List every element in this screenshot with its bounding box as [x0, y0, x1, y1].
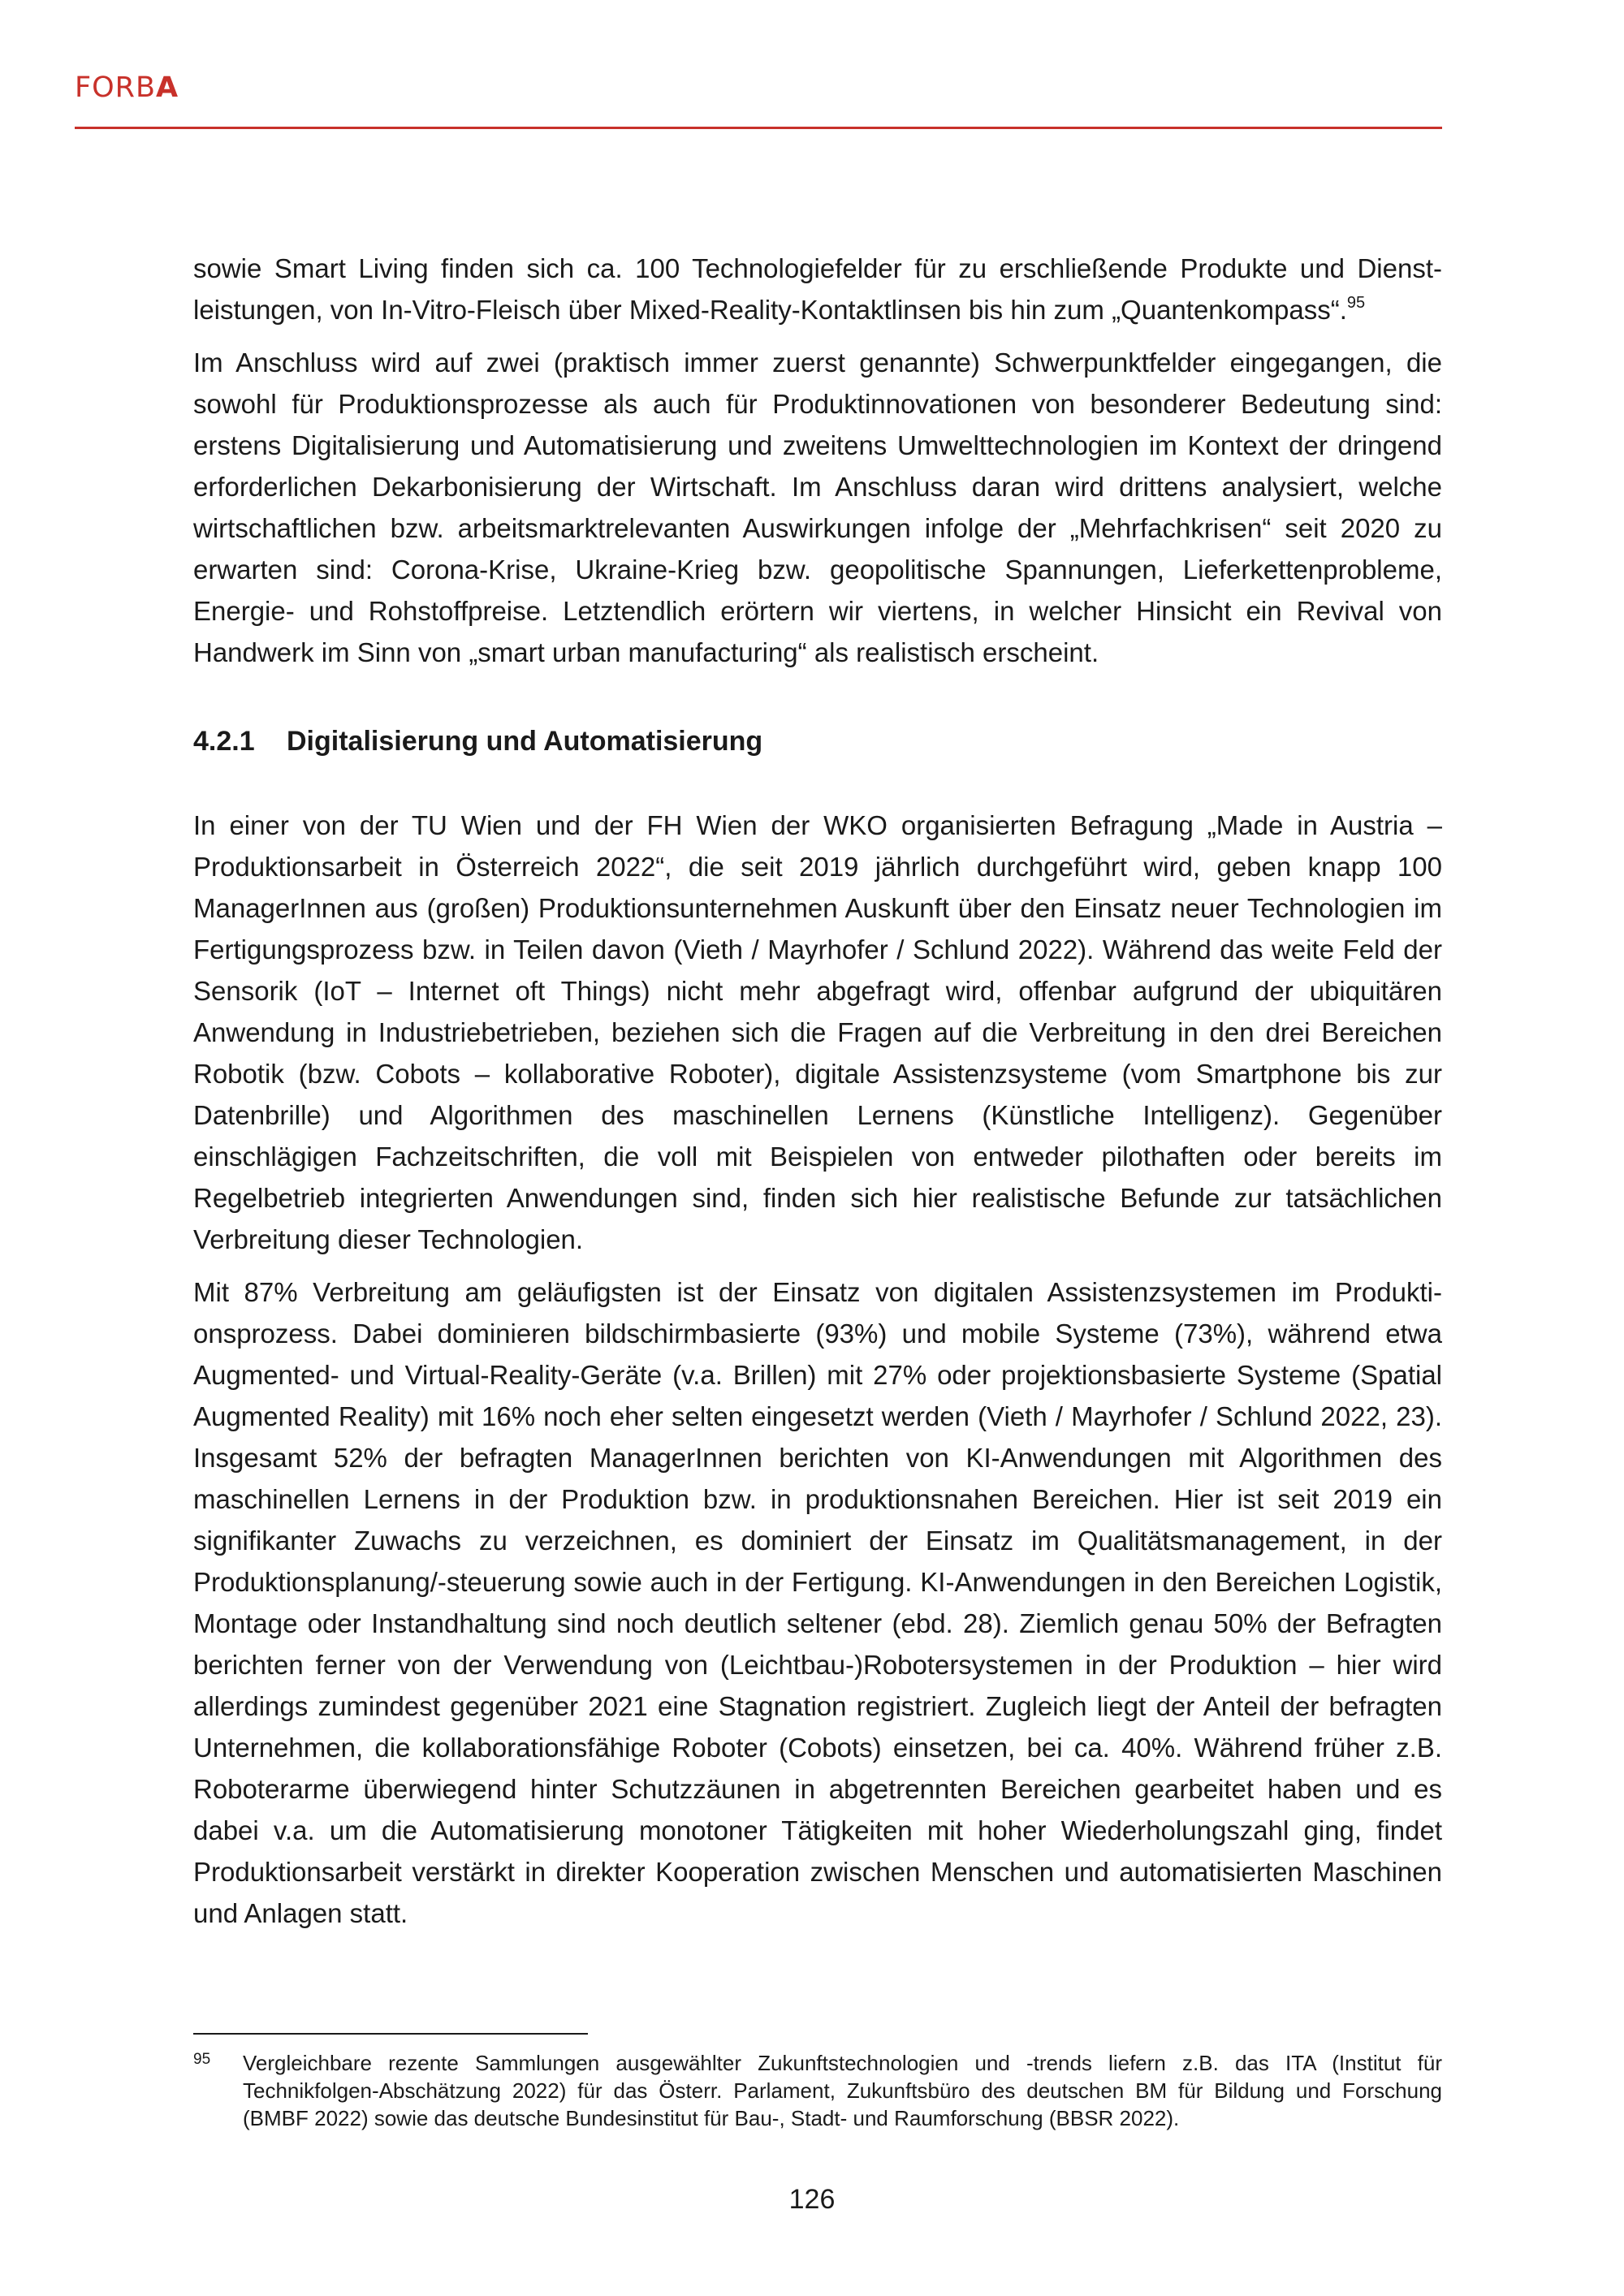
forba-logo: [75, 71, 179, 104]
paragraph-findings: Mit 87% Verbreitung am geläufigsten ist der Einsatz von digitalen Assistenzsystemen im Produktionsprozess. Dabei dominieren bildschirmbasierte (93%) und mobile Systeme (73%), während etwa Augmented- und Virtual-Reality-Geräte (v.a. Brillen) mit 27% oder projektionsbasierte Systeme (Spatial Augmented Reality) mit 16% noch eher selten eingesetzt werden (Vieth / Mayrhofer / Schlund 2022, 23). Insgesamt 52% der befragten ManagerInnen berichten von KI-Anwendungen mit Algorithmen des maschinellen Lernens in der Produktion bzw. in produktionsnahen Bereichen. Hier ist seit 2019 ein signifikanter Zuwachs zu verzeichnen, es dominiert der Einsatz im Qualitätsmanagement, in der Produktionsplanung/-steuerung sowie auch in der Fertigung. KI-Anwendungen in den Bereichen Logistik, Montage oder Instandhaltung sind noch deutlich seltener (ebd. 28). Ziemlich genau 50% der Befragten berichten ferner von der Verwendung von (Leichtbau-)Robotersystemen in der Produktion – hier wird allerdings zumindest gegenüber 2021 eine Stagnation registriert. Zugleich liegt der Anteil der befragten Unternehmen, die kollaborationsfähige Roboter (Cobots) einsetzen, bei ca. 40%. Während früher z.B. Roboterarme überwiegend hinter Schutzzäunen in abgetrennten Bereichen gearbeitet haben und es dabei v.a. um die Automatisierung monotoner Tätigkeiten mit hoher Wiederholungszahl ging, findet Produktionsarbeit verstärkt in direkter Kooperation zwischen Menschen und automatisierten Maschinen und Anlagen statt.: [193, 1277, 1442, 1928]
page-body: [193, 248, 1442, 1945]
paragraph-overview: Im Anschluss wird auf zwei (praktisch immer zuerst genannte) Schwerpunktfelder eingegangen, die sowohl für Produktionsprozesse als auch für Produktinnovationen von besonderer Bedeutung sind: erstens Digitalisierung und Automatisierung und zweitens Umwelttechnologien im Kontext der dringend erforderlichen Dekarbonisierung der Wirtschaft. Im Anschluss daran wird drittens analysiert, welche wirtschaftlichen bzw. arbeitsmarktrelevanten Auswirkungen infolge der „Mehrfachkrisen“ seit 2020 zu erwarten sind: Corona-Krise, Ukraine-Krieg bzw. geopolitische Spannungen, Lieferkettenprobleme, Energie- und Rohstoffpreise. Letztendlich erörtern wir viertens, in welcher Hinsicht ein Revival von Handwerk im Sinn von „smart urban manufacturing“ als realistisch erscheint.: [193, 347, 1442, 667]
paragraph-intro-continuation: [193, 248, 1442, 330]
logo-main-text: FORB: [75, 71, 157, 104]
logo-accent-text: A: [156, 71, 179, 104]
footnote-divider: [193, 2033, 588, 2035]
footnote-reference[interactable]: 95: [1346, 294, 1366, 312]
footnote: [193, 2049, 1442, 2132]
section-number: 4.2.1: [193, 726, 255, 757]
paragraph-text: sowie Smart Living finden sich ca. 100 Technologiefelder für zu erschließende Produkte und Dienstleistungen, von In-Vitro-Fleisch über Mixed-Reality-Kontaktlinsen bis hin zum „Quantenkompass“.: [193, 253, 1442, 325]
footnote-number: 95: [193, 2051, 211, 2068]
paragraph-survey: In einer von der TU Wien und der FH Wien der WKO organisierten Befragung „Made in Austria – Produktionsarbeit in Österreich 2022“, die seit 2019 jährlich durchgeführt wird, geben knapp 100 ManagerInnen aus (großen) Produktionsunternehmen Auskunft über den Einsatz neuer Technologien im Fertigungsprozess bzw. in Teilen davon (Vieth / Mayrhofer / Schlund 2022). Während das weite Feld der Sensorik (IoT – Internet oft Things) nicht mehr abgefragt wird, offenbar aufgrund der ubiquitären Anwendung in Industriebetrieben, beziehen sich die Fragen auf die Verbreitung in den drei Bereichen Robotik (bzw. Cobots – kollaborative Roboter), digitale Assistenzsysteme (vom Smartphone bis zur Datenbrille) und Algorithmen des maschinellen Lernens (Künstliche Intelligenz). Gegenüber einschlägigen Fachzeitschriften, die voll mit Beispielen von entweder pilothaften oder bereits im Regelbetrieb integrierten Anwendungen sind, finden sich hier realistische Befunde zur tatsächlichen Verbreitung dieser Technologien.: [193, 810, 1442, 1254]
footnote-text: Vergleichbare rezente Sammlungen ausgewählter Zukunftstechnologien und -trends liefern z.B. das ITA (Institut für Technikfolgen-Abschätzung 2022) für das Österr. Parlament, Zukunftsbüro des deutschen BM für Bildung und Forschung (BMBF 2022) sowie das deutsche Bundesinstitut für Bau-, Stadt- und Raumforschung (BBSR 2022).: [243, 2051, 1442, 2130]
section-heading: [193, 723, 1442, 759]
header-divider: [75, 127, 1442, 129]
section-title: Digitalisierung und Automatisierung: [287, 726, 763, 757]
page-number: 126: [788, 2184, 836, 2215]
